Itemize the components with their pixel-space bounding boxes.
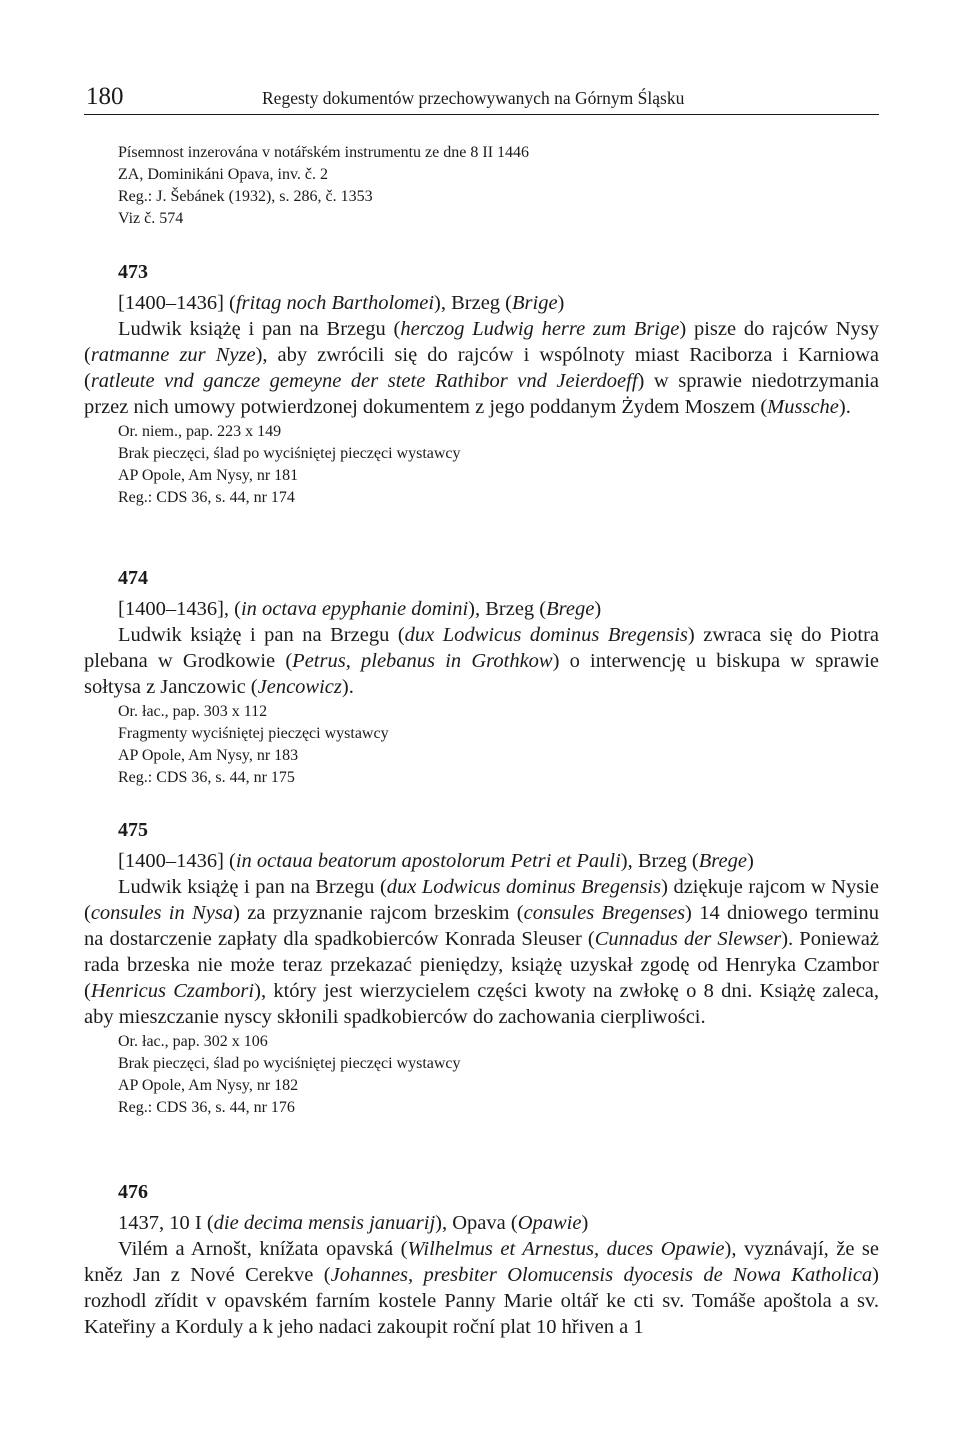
latin-phrase: Brige [512, 292, 558, 314]
latin-phrase: in octava epyphanie domini [240, 598, 469, 620]
latin-phrase: Johannes, presbiter Olomucensis dyocesis de Nowa Katholica [330, 1264, 873, 1286]
note-line: Viz č. 574 [118, 210, 184, 227]
entry-meta-line: Fragmenty wyciśniętej pieczęci wystawcy [118, 725, 389, 742]
latin-phrase: consules in Nysa [90, 902, 234, 924]
entry-meta-line: Brak pieczęci, ślad po wyciśniętej pieczęci wystawcy [118, 445, 461, 462]
entry-number: 474 [118, 567, 148, 589]
note-line: ZA, Dominikáni Opava, inv. č. 2 [118, 166, 329, 183]
latin-phrase: Petrus, plebanus in Grothkow [292, 650, 553, 672]
latin-phrase: Henricus Czambori [90, 980, 255, 1002]
running-title: Regesty dokumentów przechowywanych na Górnym Śląsku [262, 88, 685, 108]
entry-476 [84, 1180, 879, 1340]
page-header [84, 80, 879, 115]
entry-body: Ludwik książę i pan na Brzegu (herczog Ludwig herre zum Brige) pisze do rajców Nysy (ratmanne zur Nyze), aby zwrócili się do rajców i wspólnoty miast Raciborza i Karniowa (ratleute vnd gancze gemeyne der stete Rathibor vnd Jeierdoeff) w sprawie niedotrzymania przez nich umowy potwierdzonej dokumentem z jego poddanym Żydem Moszem (Mussche). [84, 318, 879, 418]
entry-475 [84, 818, 879, 1119]
latin-phrase: ratmanne zur Nyze [90, 344, 256, 366]
intro-notes [84, 142, 879, 230]
latin-phrase: consules Bregenses [523, 902, 686, 924]
latin-phrase: Brege [698, 850, 747, 872]
entry-heading: [1400–1436], (in octava epyphanie domini), Brzeg (Brege) [118, 598, 602, 620]
entry-body: Vilém a Arnošt, knížata opavská (Wilhelmus et Arnestus, duces Opawie), vyznávají, že se kněz Jan z Nové Cerekve (Johannes, presbiter Olomucensis dyocesis de Nowa Katholica) rozhodl zřídit v opavském farním kostele Panny Marie oltář ke cti sv. Tomáše apoštola a sv. Kateřiny a Korduly a k jeho nadaci zakoupit roční plat 10 hřiven a 1 [84, 1238, 879, 1338]
latin-phrase: Opawie [517, 1212, 582, 1234]
latin-phrase: Cunnadus der Slewser [594, 928, 782, 950]
entry-meta-line: Or. niem., pap. 223 x 149 [118, 423, 282, 440]
entry-heading: [1400–1436] (in octaua beatorum apostolorum Petri et Pauli), Brzeg (Brege) [118, 850, 754, 872]
latin-phrase: Mussche [767, 396, 839, 418]
latin-phrase: dux Lodwicus dominus Bregensis [386, 876, 662, 898]
entry-number: 476 [118, 1181, 148, 1203]
latin-phrase: Brege [546, 598, 595, 620]
entry-body: Ludwik książę i pan na Brzegu (dux Lodwicus dominus Bregensis) dziękuje rajcom w Nysie (consules in Nysa) za przyznanie rajcom brzeskim (consules Bregenses) 14 dniowego terminu na dostarczenie zapłaty dla spadkobierców Konrada Sleuser (Cunnadus der Slewser). Ponieważ rada brzeska nie może teraz przekazać pieniędzy, książę uzyskał zgodę od Henryka Czambor (Henricus Czambori), który jest wierzycielem części kwoty na zwłokę o 8 dni. Książę zaleca, aby mieszczanie nyscy skłonili spadkobierców do zachowania cierpliwości. [84, 876, 880, 1028]
note-line: Písemnost inzerována v notářském instrumentu ze dne 8 II 1446 [118, 144, 530, 161]
entry-body: Ludwik książę i pan na Brzegu (dux Lodwicus dominus Bregensis) zwraca się do Piotra plebana w Grodkowie (Petrus, plebanus in Grothkow) o interwencję u biskupa w sprawie sołtysa z Janczowic (Jencowicz). [84, 624, 880, 698]
latin-phrase: Jencowicz [257, 676, 342, 698]
entry-473 [84, 260, 879, 509]
entry-meta-line: AP Opole, Am Nysy, nr 181 [118, 467, 299, 484]
entry-meta-line: AP Opole, Am Nysy, nr 182 [118, 1077, 299, 1094]
note-line: Reg.: J. Šebánek (1932), s. 286, č. 1353 [118, 188, 373, 205]
page-number: 180 [86, 83, 124, 110]
entry-meta-line: Reg.: CDS 36, s. 44, nr 176 [118, 1099, 295, 1116]
entry-number: 473 [118, 261, 148, 283]
entry-meta-line: Reg.: CDS 36, s. 44, nr 175 [118, 769, 295, 786]
entry-474 [84, 566, 879, 789]
entry-heading: [1400–1436] (fritag noch Bartholomei), Brzeg (Brige) [118, 292, 565, 314]
latin-phrase: in octaua beatorum apostolorum Petri et Pauli [235, 850, 621, 872]
entry-meta-line: Reg.: CDS 36, s. 44, nr 174 [118, 489, 295, 506]
latin-phrase: ratleute vnd gancze gemeyne der stete Rathibor vnd Jeierdoeff [90, 370, 638, 392]
latin-phrase: herczog Ludwig herre zum Brige [400, 318, 680, 340]
entry-heading: 1437, 10 I (die decima mensis januarij), Opava (Opawie) [118, 1212, 589, 1234]
entry-meta-line: Or. łac., pap. 302 x 106 [118, 1033, 268, 1050]
latin-phrase: dux Lodwicus dominus Bregensis [404, 624, 688, 646]
entry-meta-line: Or. łac., pap. 303 x 112 [118, 703, 268, 720]
latin-phrase: Wilhelmus et Arnestus, duces Opawie [407, 1238, 725, 1260]
entry-number: 475 [118, 819, 148, 841]
latin-phrase: fritag noch Bartholomei [235, 292, 435, 314]
entry-meta-line: Brak pieczęci, ślad po wyciśniętej pieczęci wystawcy [118, 1055, 461, 1072]
latin-phrase: die decima mensis januarij [213, 1212, 436, 1234]
entry-meta-line: AP Opole, Am Nysy, nr 183 [118, 747, 299, 764]
